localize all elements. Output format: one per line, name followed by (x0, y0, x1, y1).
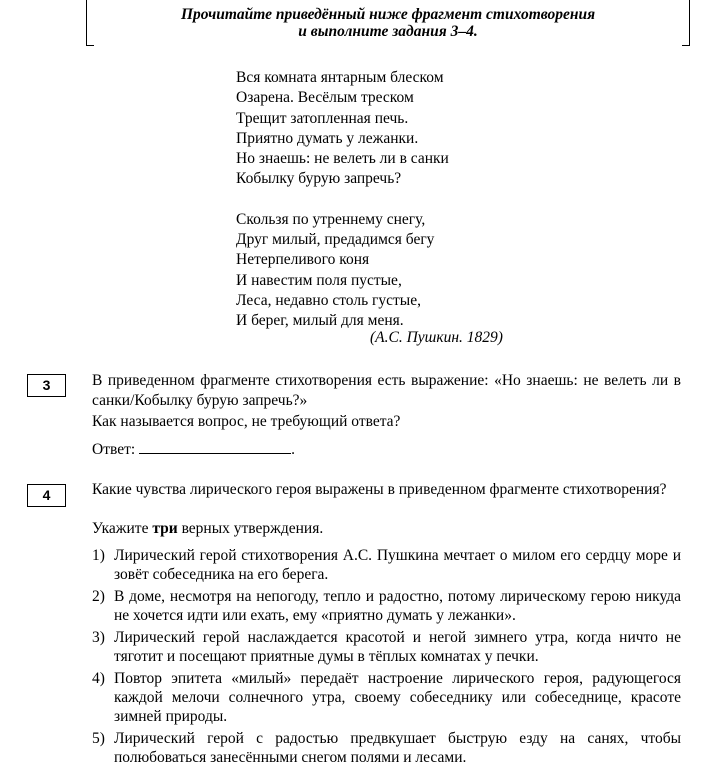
option-number: 1) (92, 547, 105, 564)
poem-line: Но знаешь: не велеть ли в санки (236, 150, 449, 168)
poem-line: И навестим поля пустые, (236, 271, 402, 289)
answer-option-2 (92, 587, 681, 625)
header-line-1: Прочитайте приведённый ниже фрагмент стихотворения (180, 6, 596, 23)
answer-option-3 (92, 628, 681, 666)
answer-label: Ответ: (92, 441, 136, 458)
poem-line: Леса, недавно столь густые, (236, 291, 421, 309)
answer-row (92, 439, 295, 460)
poem-line: Трещит затопленная печь. (236, 109, 409, 127)
instruction-prefix: Укажите (92, 520, 149, 537)
question-3-prompt: Как называется вопрос, не требующий ответа? (92, 413, 401, 430)
header-line-2: и выполните задания 3–4. (298, 23, 478, 40)
answer-options (92, 546, 681, 770)
poem-line: Вся комната янтарным блеском (236, 69, 444, 86)
question-4-number-box: 4 (27, 484, 66, 507)
answer-option-5 (92, 729, 681, 767)
option-text: Лирический герой стихотворения А.С. Пушкина мечтает о милом его сердцу море и зовёт собеседника на его берега. (114, 547, 681, 583)
poem-line: Кобылку бурую запречь? (236, 170, 402, 188)
option-text: Лирический герой наслаждается красотой и негой зимнего утра, когда ничто не тяготит и посещают приятные думы в тёплых комнатах у печки. (114, 629, 681, 665)
poem-line: Скользя по утреннему снегу, (236, 210, 426, 228)
option-text: Повтор эпитета «милый» передаёт настроение лирического героя, радующегося каждой мелочи солнечного утра, своему собеседнику или собеседнице, красоте зимней природы. (114, 670, 681, 725)
option-number: 2) (92, 588, 105, 605)
answer-field[interactable] (139, 439, 291, 454)
question-3-number-box: 3 (27, 374, 66, 397)
instruction-suffix: верных утверждения. (181, 520, 324, 537)
answer-option-1 (92, 546, 681, 584)
task-header (86, 0, 690, 46)
poem-line: И берег, милый для меня. (236, 312, 404, 330)
instruction-bold: три (152, 520, 178, 537)
option-text: Лирический герой с радостью предвкушает быструю езду на санях, чтобы полюбоваться занесёнными снегом полями и лесами. (114, 730, 681, 766)
question-4-text: Какие чувства лирического героя выражены в приведенном фрагменте стихотворения? (92, 481, 667, 498)
poem-line: Озарена. Весёлым треском (236, 89, 414, 107)
poem-line: Нетерпеливого коня (236, 251, 370, 269)
answer-end: . (291, 441, 296, 458)
task-header-text (87, 6, 689, 40)
question-3-text: В приведенном фрагменте стихотворения есть выражение: «Но знаешь: не велеть ли в санки/Кобылку бурую запречь?» (92, 372, 681, 409)
poem (236, 68, 449, 332)
poem-line: Приятно думать у лежанки. (236, 129, 419, 147)
option-number: 3) (92, 629, 105, 646)
option-number: 4) (92, 670, 105, 687)
question-4-instruction (92, 519, 323, 539)
option-text: В доме, несмотря на непогоду, тепло и радостно, потому лирическому герою никуда не хочется идти или ехать, ему «приятно думать у лежанки». (114, 588, 681, 624)
poem-line: Друг милый, предадимся бегу (236, 231, 435, 249)
answer-option-4 (92, 669, 681, 726)
stanza-gap (236, 190, 449, 210)
poem-attribution: (А.С. Пушкин. 1829) (370, 329, 503, 346)
option-number: 5) (92, 730, 105, 747)
